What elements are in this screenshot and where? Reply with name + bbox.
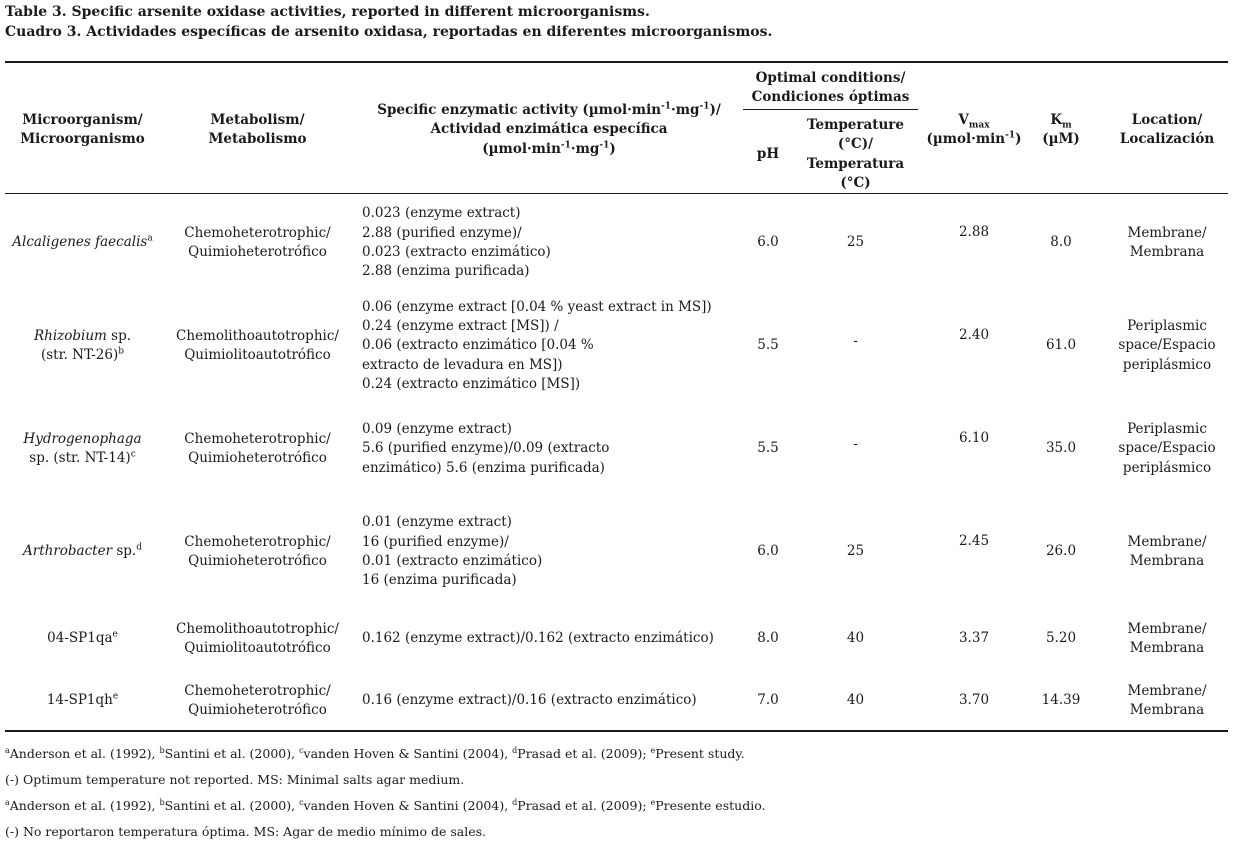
organism-cell [5,233,160,252]
activity-line: extracto de levadura en MS]) [362,356,563,373]
footnote-marker: e [650,745,656,755]
location-line: Periplasmic [1127,420,1207,437]
temperature-line: - [853,436,858,453]
vmax-cell [918,629,1030,648]
footnote-refs-en [5,746,745,762]
location-line: Membrana [1129,553,1205,569]
activity-line: 0.162 (enzyme extract)/0.162 (extracto enzimático) [362,630,714,647]
km-cell [1030,233,1092,252]
km-cell [1030,629,1092,648]
activity-cell [362,204,743,282]
temperature-cell [793,233,918,252]
footnote-reference: Presente estudio. [655,798,766,813]
organism-name-rest: sp. [112,543,137,560]
vmax-line: 2.45 [958,533,990,550]
temperature-cell [793,332,918,351]
activity-cell [362,420,743,478]
footnote-reference: Santini et al. (2000), [164,798,300,813]
metabolism-cell [160,430,355,469]
footnote-reference: vanden Hoven & Santini (2004), [303,798,513,813]
location-line: Membrane/ [1127,682,1207,699]
activity-line: 0.16 (enzyme extract)/0.16 (extracto enzimático) [362,692,697,709]
temperature-cell [793,542,918,561]
table-caption [5,2,772,42]
footnote-marker: c [299,745,304,755]
organism-genus: Hydrogenophaga [23,430,142,447]
activity-line: 0.01 (extracto enzimático) [362,553,543,569]
temperature-line: 25 [846,234,865,251]
activity-line: 5.6 (purified enzyme)/0.09 (extracto [362,440,610,457]
organism-cell [5,542,160,561]
location-line: Membrana [1129,244,1205,260]
location-line: Membrane/ [1127,533,1207,550]
organism-cell: Rhizobium sp. (str. NT-26)$^b$ [33,327,132,363]
vmax-cell [918,429,1030,448]
footnote-reference: Santini et al. (2000), [164,746,300,761]
metabolism-cell [160,620,355,659]
activity-line: 2.88 (enzima purificada) [362,263,530,280]
footnote-reference: Present study. [655,746,745,761]
activity-line: 0.09 (enzyme extract) [362,420,512,437]
location-line: Periplasmic [1127,317,1207,334]
location-line: space/Espacio [1118,337,1216,354]
km-cell [1030,336,1092,355]
activity-line: 16 (purified enzyme)/ [362,533,509,550]
organism-genus: Alcaligenes faecalis [12,234,148,251]
footnote-note-en: (-) Optimum temperature not reported. MS: Minimal salts agar medium. [5,772,465,787]
ph-line: 8.0 [757,630,779,647]
header-metabolism: Metabolism/ Metabolismo [208,112,307,148]
footnote-marker: d [512,745,518,755]
header-vmax: $V_{max}$ $(\mu mol\cdot\min^{-1})$ [926,112,1022,148]
metabolism-line: Quimioheterotrófico [188,450,327,466]
metabolism-cell [160,224,355,263]
location-line: Membrana [1129,702,1205,718]
table-bottom-rule [5,730,1228,732]
caption-spanish: Cuadro 3. Actividades específicas de arsenito oxidasa, reportadas en diferentes microorganismos. [5,24,773,40]
metabolism-cell [160,682,355,721]
location-line: periplásmico [1122,356,1212,373]
metabolism-line: Chemolithoautotrophic/ [176,620,339,637]
vmax-line: 3.70 [958,692,990,709]
footnote-reference: Prasad et al. (2009); [517,746,651,761]
footnote-reference: Anderson et al. (1992), [9,798,160,813]
footnote-reference: Prasad et al. (2009); [517,798,651,813]
organism-genus: Arthrobacter [23,543,113,560]
vmax-line: 6.10 [958,430,990,447]
ph-cell [743,542,793,561]
vmax-line: 2.88 [958,224,990,241]
footnote-marker: e [112,691,119,702]
footnote-marker: e [112,629,118,640]
organism-name-rest: 04-SP1qa [47,630,113,647]
activity-cell [362,298,743,395]
optimal-conditions-rule [743,109,918,110]
metabolism-line: Quimiolitoautotrófico [184,347,331,363]
vmax-cell [918,326,1030,345]
km-line: 8.0 [1050,234,1072,251]
ph-cell [743,691,793,710]
footnote-marker: b [118,346,125,357]
metabolism-line: Quimioheterotrófico [188,553,327,569]
temperature-cell [793,435,918,454]
metabolism-line: Chemoheterotrophic/ [184,430,331,447]
header-temperature: Temperature (°C)/ Temperatura (°C) [806,117,905,192]
metabolism-line: Quimioheterotrófico [188,244,327,260]
temperature-line: 40 [846,630,865,647]
footnote-marker: c [130,449,136,460]
footnote-reference: Anderson et al. (1992), [9,746,160,761]
vmax-cell [918,532,1030,551]
km-line: 5.20 [1045,630,1077,647]
location-line: Membrane/ [1127,224,1207,241]
km-line: 26.0 [1045,543,1077,560]
ph-cell [743,233,793,252]
activity-line: 0.023 (enzyme extract) [362,205,521,222]
activity-cell [362,629,743,648]
activity-cell [362,691,743,710]
metabolism-line: Quimiolitoautotrófico [184,640,331,656]
vmax-line: 2.40 [958,327,990,344]
activity-line: 0.24 (extracto enzimático [MS]) [362,376,581,393]
km-cell [1030,439,1092,458]
caption-english: Table 3. Specific arsenite oxidase activities, reported in different microorganisms. [5,4,650,20]
location-line: Membrane/ [1127,620,1207,637]
metabolism-line: Chemoheterotrophic/ [184,224,331,241]
footnote-marker: a [5,745,10,755]
header-activity: Specific enzymatic activity $(\mu mol\cdot\min^{-1}\cdot mg^{-1})/$ Actividad enzimática específica $(\mu mol\cdot\min^{-1}\cdot mg^{-1})$ [377,101,721,157]
ph-cell [743,336,793,355]
temperature-line: 40 [846,692,865,709]
vmax-cell [918,691,1030,710]
activity-line: 16 (enzima purificada) [362,572,517,589]
organism-cell: Hydrogenophaga sp. (str. NT-14)$^c$ [23,430,142,466]
km-cell [1030,542,1092,561]
footnote-marker: e [650,797,656,807]
ph-line: 7.0 [757,692,779,709]
temperature-cell [793,629,918,648]
location-cell [1092,420,1235,478]
activity-line: 0.24 (enzyme extract [MS]) / [362,317,559,334]
header-km: $K_m$ (µM) [1042,112,1080,148]
header-ph: pH [756,146,780,162]
metabolism-cell [160,327,355,366]
ph-line: 5.5 [757,440,779,457]
temperature-cell [793,691,918,710]
location-line: space/Espacio [1118,440,1216,457]
activity-line: enzimático) 5.6 (enzima purificada) [362,459,605,476]
ph-line: 5.5 [757,337,779,354]
location-cell [1092,620,1235,659]
metabolism-line: Chemoheterotrophic/ [184,533,331,550]
activity-cell [362,513,743,591]
footnote-reference: vanden Hoven & Santini (2004), [303,746,513,761]
metabolism-line: Chemolithoautotrophic/ [176,327,339,344]
organism-name-rest: 14-SP1qh [46,692,113,709]
temperature-line: 25 [846,543,865,560]
ph-cell [743,629,793,648]
activity-line: 0.023 (extracto enzimático) [362,244,551,260]
footnote-marker: a [147,233,153,244]
header-bottom-rule [5,193,1228,194]
footnote-marker: d [136,542,142,553]
vmax-cell [918,223,1030,242]
footnote-refs-es [5,798,765,814]
metabolism-line: Chemoheterotrophic/ [184,682,331,699]
location-cell [1092,317,1235,375]
organism-cell [5,691,160,710]
footnote-marker: b [159,797,165,807]
header-optimal-conditions: Optimal conditions/ Condiciones óptimas [751,70,910,106]
ph-cell [743,439,793,458]
ph-line: 6.0 [757,543,779,560]
top-rule [5,61,1228,63]
organism-name-rest: sp. [106,327,132,344]
footnote-marker: d [512,797,518,807]
vmax-line: 3.37 [958,630,990,647]
km-cell [1030,691,1092,710]
km-line: 35.0 [1045,440,1077,457]
km-line: 61.0 [1045,337,1077,354]
organism-cell [5,629,160,648]
footnote-marker: a [5,797,10,807]
activity-line: 0.06 (enzyme extract [0.04 % yeast extract in MS]) [362,298,712,315]
km-line: 14.39 [1041,692,1081,709]
metabolism-cell [160,533,355,572]
footnote-note-es: (-) No reportaron temperatura óptima. MS: Agar de medio mínimo de sales. [5,824,487,839]
location-line: periplásmico [1122,459,1212,476]
activity-line: 0.06 (extracto enzimático [0.04 % [362,337,594,354]
activity-line: 2.88 (purified enzyme)/ [362,224,522,241]
temperature-line: - [853,333,858,350]
header-microorganism: Microorganism/ Microorganismo [20,112,145,148]
location-cell [1092,533,1235,572]
location-cell [1092,682,1235,721]
ph-line: 6.0 [757,234,779,251]
metabolism-line: Quimioheterotrófico [188,702,327,718]
organism-genus: Rhizobium [33,327,107,344]
activity-line: 0.01 (enzyme extract) [362,514,512,531]
footnote-marker: c [299,797,304,807]
location-line: Membrana [1129,640,1205,656]
header-location: Location/ Localización [1119,112,1215,148]
location-cell [1092,224,1235,263]
footnote-marker: b [159,745,165,755]
